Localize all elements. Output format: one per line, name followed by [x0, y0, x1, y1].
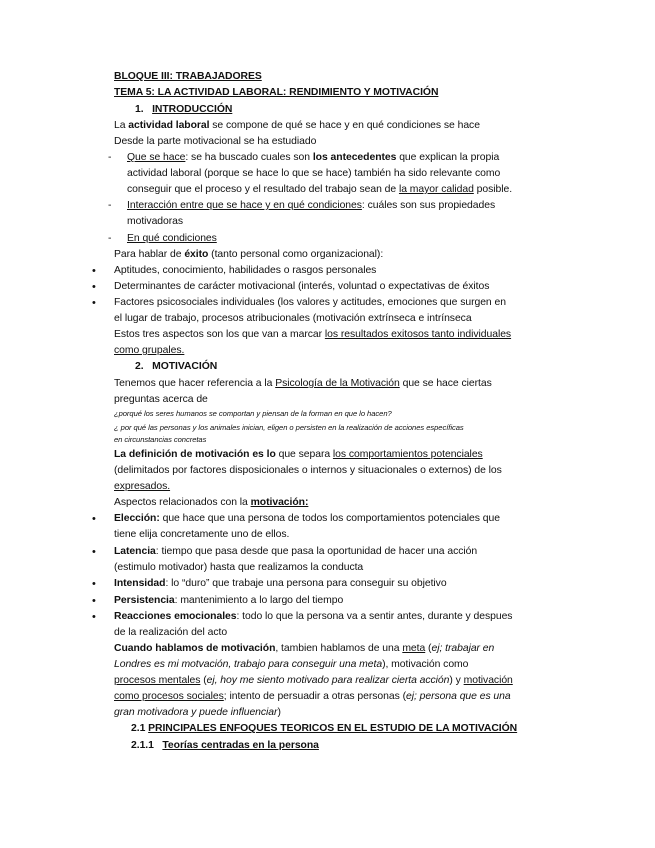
question-line: ¿porqué los seres humanos se comportan y piensan de la forman en que lo hacen?	[114, 409, 392, 418]
subsection-heading: 2.1 PRINCIPALES ENFOQUES TEORICOS EN EL ESTUDIO DE LA MOTIVACIÓN	[131, 723, 518, 734]
list-item: En qué condiciones	[127, 233, 217, 244]
paragraph-line: como grupales.	[114, 345, 185, 356]
bullet-marker: •	[92, 297, 96, 309]
block-heading: BLOQUE III: TRABAJADORES	[114, 71, 262, 82]
bullet-marker: •	[92, 546, 96, 558]
question-line: en circunstancias concretas	[114, 435, 207, 444]
paragraph-line: preguntas acerca de	[114, 394, 208, 405]
section-heading-1: 1. INTRODUCCIÓN	[135, 104, 233, 115]
list-item: de la realización del acto	[114, 627, 228, 638]
paragraph-line: Londres es mi motvación, trabajo para conseguir una meta), motivación como	[114, 659, 469, 670]
paragraph-line: Para hablar de éxito (tanto personal como organizacional):	[114, 249, 384, 260]
paragraph-line: (delimitados por factores disposicionales o internos y situacionales o externos) de los	[114, 465, 502, 476]
list-item: actividad laboral (porque se hace lo que se hace) también ha sido relevante como	[127, 168, 501, 179]
bullet-marker: •	[92, 513, 96, 525]
bullet-marker: •	[92, 578, 96, 590]
paragraph-line: La definición de motivación es lo que separa los comportamientos potenciales	[114, 449, 483, 460]
list-item: conseguir que el proceso y el resultado del trabajo sean de la mayor calidad posible.	[127, 184, 513, 195]
list-item: Aptitudes, conocimiento, habilidades o rasgos personales	[114, 265, 377, 276]
list-item: motivadoras	[127, 216, 184, 227]
list-item: Intensidad: lo “duro” que trabaje una persona para conseguir su objetivo	[114, 578, 447, 589]
bullet-marker: •	[92, 595, 96, 607]
paragraph-line: Desde la parte motivacional se ha estudiado	[114, 136, 317, 147]
question-line: ¿ por qué las personas y los animales inician, eligen o persisten en la realización de acciones específicas	[114, 423, 464, 432]
paragraph-line: Tenemos que hacer referencia a la Psicología de la Motivación que se hace ciertas	[114, 378, 492, 389]
paragraph-line: La actividad laboral se compone de qué se hace y en qué condiciones se hace	[114, 120, 480, 131]
paragraph-line: Aspectos relacionados con la motivación:	[114, 497, 309, 508]
section-heading-2: 2. MOTIVACIÓN	[135, 361, 218, 372]
paragraph-line: Cuando hablamos de motivación, tambien hablamos de una meta (ej; trabajar en	[114, 643, 495, 654]
list-item: Latencia: tiempo que pasa desde que pasa la oportunidad de hacer una acción	[114, 546, 478, 557]
dash-marker: -	[108, 233, 112, 244]
paragraph-line: expresados.	[114, 481, 171, 492]
paragraph-line: procesos mentales (ej, hoy me siento motivado para realizar cierta acción) y motivación	[114, 675, 513, 686]
list-item: tiene elija concretamente uno de ellos.	[114, 529, 290, 540]
dash-marker: -	[108, 200, 112, 211]
subsubsection-heading: 2.1.1 Teorías centradas en la persona	[131, 740, 319, 751]
list-item: Factores psicosociales individuales (los valores y actitudes, emociones que surgen en	[114, 297, 506, 308]
bullet-marker: •	[92, 265, 96, 277]
list-item: Determinantes de carácter motivacional (interés, voluntad o expectativas de éxitos	[114, 281, 490, 292]
list-item: Elección: que hace que una persona de todos los comportamientos potenciales que	[114, 513, 500, 524]
list-item: Persistencia: mantenimiento a lo largo del tiempo	[114, 595, 344, 606]
list-item: (estimulo motivador) hasta que realizamos la conducta	[114, 562, 364, 573]
paragraph-line: Estos tres aspectos son los que van a marcar los resultados exitosos tanto individuales	[114, 329, 512, 340]
topic-heading: TEMA 5: LA ACTIVIDAD LABORAL: RENDIMIENTO Y MOTIVACIÓN	[114, 87, 439, 98]
list-item: Interacción entre que se hace y en qué condiciones: cuáles son sus propiedades	[127, 200, 496, 211]
dash-marker: -	[108, 152, 112, 163]
list-item: Reacciones emocionales: todo lo que la persona va a sentir antes, durante y despues	[114, 611, 513, 622]
bullet-marker: •	[92, 281, 96, 293]
paragraph-line: gran motivadora y puede influenciar)	[114, 707, 281, 718]
list-item: el lugar de trabajo, procesos atribucionales (motivación extrínseca e intrínseca	[114, 313, 472, 324]
bullet-marker: •	[92, 611, 96, 623]
paragraph-line: como procesos sociales; intento de persuadir a otras personas (ej; persona que es una	[114, 691, 511, 702]
list-item: Que se hace: se ha buscado cuales son los antecedentes que explican la propia	[127, 152, 500, 163]
